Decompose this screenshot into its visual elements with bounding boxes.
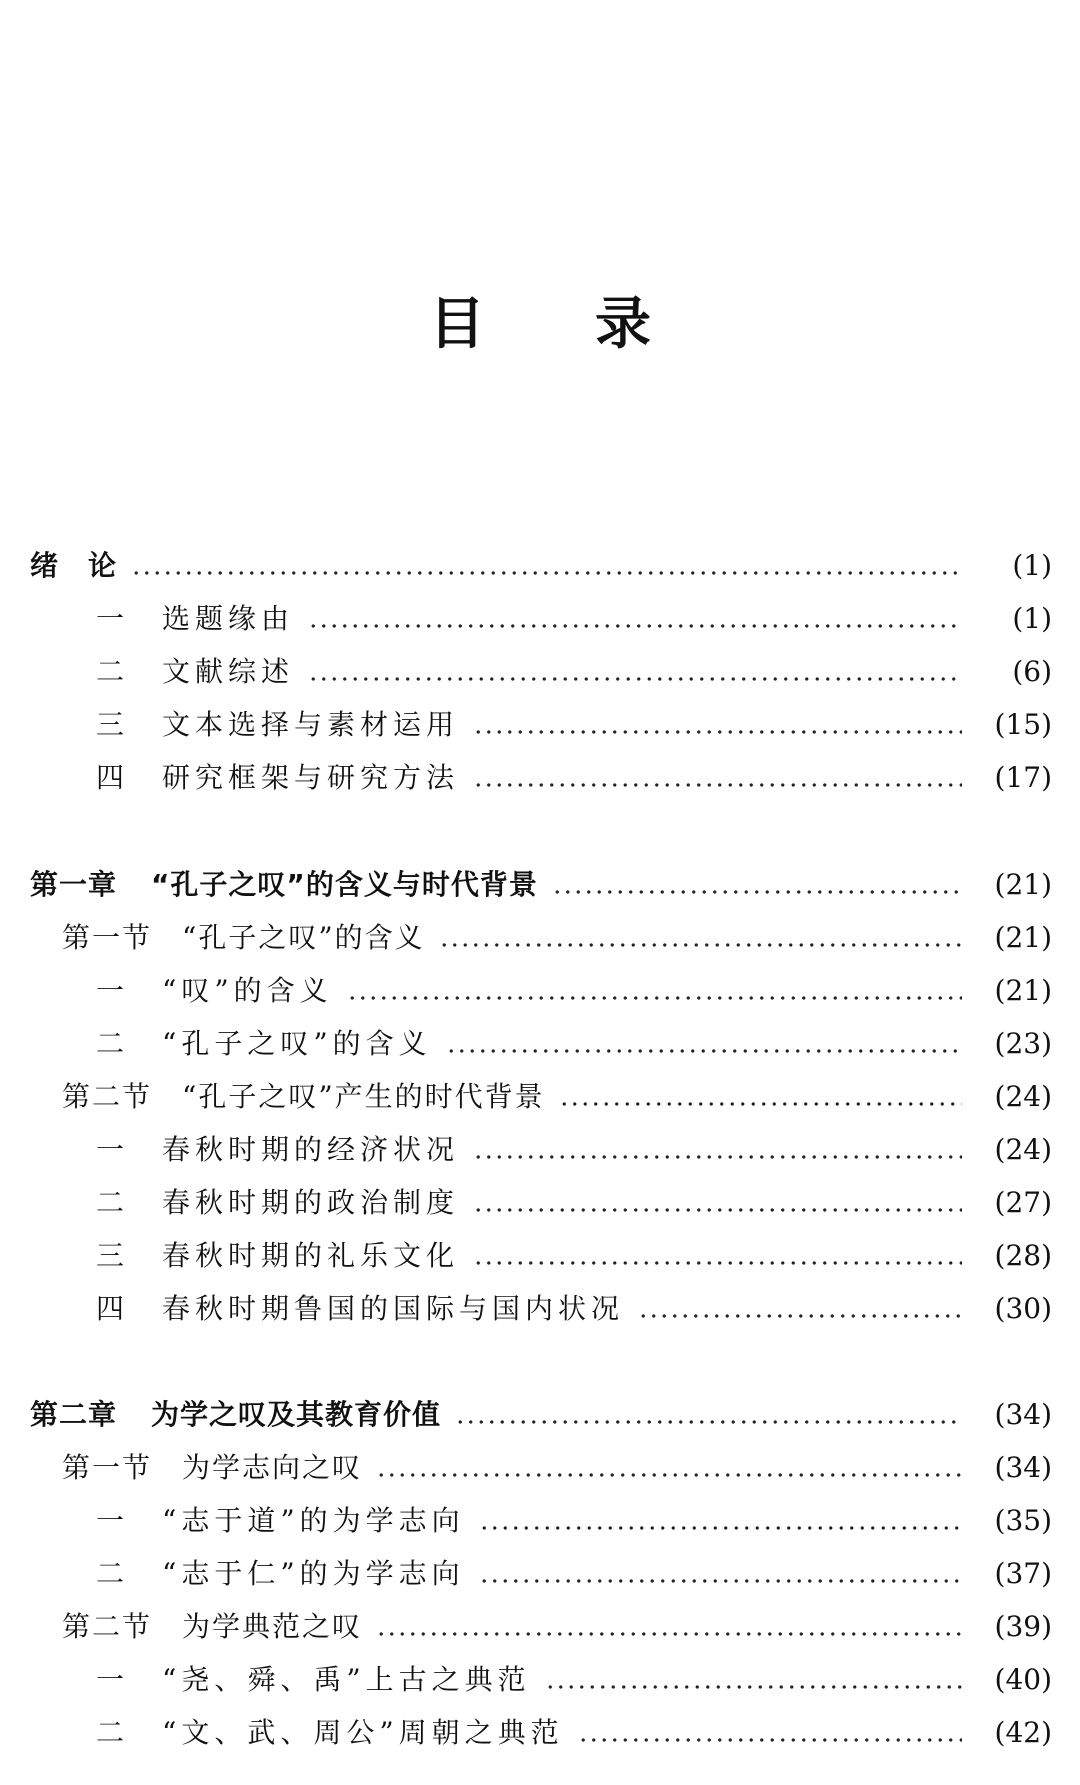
- toc-entry-title: “孔子之叹”的含义与时代背景: [151, 868, 538, 901]
- toc-item[interactable]: [0, 700, 1080, 750]
- toc-chapter[interactable]: [0, 860, 1080, 910]
- toc-entry-page: (6): [1012, 655, 1052, 688]
- toc-entry-page: (40): [994, 1663, 1052, 1696]
- toc-item[interactable]: [0, 1231, 1080, 1281]
- toc-section[interactable]: [0, 913, 1080, 963]
- toc-item[interactable]: [0, 1655, 1080, 1705]
- toc-entry-page: (42): [994, 1716, 1052, 1749]
- toc-entry-page: (35): [994, 1504, 1052, 1537]
- toc-entry-page: (15): [994, 708, 1052, 741]
- toc-entry-number: 二: [96, 1027, 130, 1060]
- toc-entry-number: 四: [96, 1292, 130, 1325]
- toc-entry-page: (21): [994, 974, 1052, 1007]
- toc-intro[interactable]: [0, 541, 1080, 591]
- toc-entry-title: “孔子之叹”的含义: [162, 1027, 432, 1060]
- dot-leader: [473, 1231, 962, 1281]
- toc-entry-title: 春秋时期的政治制度: [162, 1186, 460, 1219]
- toc-item[interactable]: [0, 1284, 1080, 1334]
- toc-entry-page: (23): [994, 1027, 1052, 1060]
- toc-entry-number: 一: [96, 1504, 130, 1537]
- toc-item[interactable]: [0, 1708, 1080, 1758]
- toc-entry-number: 第一节: [62, 921, 153, 954]
- toc-entry-page: (39): [994, 1610, 1052, 1643]
- toc-entry-number: 二: [96, 1557, 130, 1590]
- toc-entry-number: 第一章: [30, 868, 118, 901]
- toc-entry-number: 二: [96, 1186, 130, 1219]
- toc-entry-page: (27): [994, 1186, 1052, 1219]
- toc-entry-title: “尧、舜、禹”上古之典范: [162, 1663, 531, 1696]
- dot-leader: [473, 1125, 962, 1175]
- page-title-char-2: 录: [595, 292, 651, 357]
- toc-entry-title: 文本选择与素材运用: [162, 708, 460, 741]
- toc-entry-number: 第二节: [62, 1080, 153, 1113]
- toc-section[interactable]: [0, 1602, 1080, 1652]
- toc-entry-page: (24): [994, 1133, 1052, 1166]
- toc-entry-title: 选题缘由: [162, 602, 295, 635]
- toc-entry-number: 一: [96, 1663, 130, 1696]
- dot-leader: [347, 966, 962, 1016]
- toc-entry-title: “文、武、周公”周朝之典范: [162, 1716, 564, 1749]
- toc-entry-page: (30): [994, 1292, 1052, 1325]
- toc-entry-title: “孔子之叹”产生的时代背景: [182, 1080, 545, 1113]
- toc-item[interactable]: [0, 1019, 1080, 1069]
- toc-entry-number: 一: [96, 974, 130, 1007]
- dot-leader: [545, 1655, 962, 1705]
- dot-leader: [455, 1390, 962, 1440]
- toc-entry-title: 春秋时期鲁国的国际与国内状况: [162, 1292, 625, 1325]
- toc-item[interactable]: [0, 1125, 1080, 1175]
- dot-leader: [473, 753, 962, 803]
- toc-item[interactable]: [0, 1178, 1080, 1228]
- toc-entry-page: (21): [994, 868, 1052, 901]
- toc-entry-page: (34): [994, 1398, 1052, 1431]
- dot-leader: [638, 1284, 962, 1334]
- toc-entry-number: 一: [96, 1133, 130, 1166]
- toc-entry-title: “志于道”的为学志向: [162, 1504, 465, 1537]
- toc-entry-number: 三: [96, 1239, 130, 1272]
- toc-entry-page: (34): [994, 1451, 1052, 1484]
- toc-entry-title: 文献综述: [162, 655, 295, 688]
- toc-item[interactable]: [0, 1496, 1080, 1546]
- toc-entry-page: (28): [994, 1239, 1052, 1272]
- toc-entry-page: (1): [1012, 602, 1052, 635]
- page-title-char-1: 目: [429, 292, 485, 357]
- toc-entry-number: 二: [96, 1716, 130, 1749]
- toc-entry-title: “志于仁”的为学志向: [162, 1557, 465, 1590]
- toc-entry-number: 绪 论: [30, 549, 118, 582]
- toc-entry-number: 第二节: [62, 1610, 153, 1643]
- toc-entry-title: 研究框架与研究方法: [162, 761, 460, 794]
- dot-leader: [479, 1549, 962, 1599]
- toc-entry-title: “叹”的含义: [162, 974, 333, 1007]
- dot-leader: [308, 647, 962, 697]
- toc-entry-page: (24): [994, 1080, 1052, 1113]
- dot-leader: [376, 1443, 962, 1493]
- dot-leader: [131, 541, 962, 591]
- toc-section[interactable]: [0, 1443, 1080, 1493]
- toc-entry-title: 春秋时期的经济状况: [162, 1133, 460, 1166]
- toc-entry-page: (17): [994, 761, 1052, 794]
- toc-entry-page: (1): [1012, 549, 1052, 582]
- toc-entry-number: 四: [96, 761, 130, 794]
- toc-entry-title: 春秋时期的礼乐文化: [162, 1239, 460, 1272]
- toc-entry-page: (37): [994, 1557, 1052, 1590]
- toc-entry-title: 为学志向之叹: [182, 1451, 363, 1484]
- toc-entry-number: 一: [96, 602, 130, 635]
- toc-item[interactable]: [0, 594, 1080, 644]
- toc-section[interactable]: [0, 1072, 1080, 1122]
- page-title: [0, 290, 1080, 360]
- dot-leader: [578, 1708, 962, 1758]
- toc-entry-title: 为学之叹及其教育价值: [151, 1398, 442, 1431]
- toc-entry-number: 三: [96, 708, 130, 741]
- dot-leader: [559, 1072, 962, 1122]
- toc-entry-number: 二: [96, 655, 130, 688]
- toc-entry-number: 第一节: [62, 1451, 153, 1484]
- dot-leader: [439, 913, 962, 963]
- dot-leader: [473, 700, 962, 750]
- toc-entry-title: “孔子之叹”的含义: [182, 921, 425, 954]
- toc-entry-page: (21): [994, 921, 1052, 954]
- toc-item[interactable]: [0, 647, 1080, 697]
- dot-leader: [473, 1178, 962, 1228]
- toc-entry-number: 第二章: [30, 1398, 118, 1431]
- dot-leader: [308, 594, 962, 644]
- toc-item[interactable]: [0, 966, 1080, 1016]
- toc-item[interactable]: [0, 753, 1080, 803]
- dot-leader: [446, 1019, 962, 1069]
- dot-leader: [479, 1496, 962, 1546]
- toc-item[interactable]: [0, 1549, 1080, 1599]
- toc-entry-title: 为学典范之叹: [182, 1610, 363, 1643]
- dot-leader: [376, 1602, 962, 1652]
- toc-chapter[interactable]: [0, 1390, 1080, 1440]
- dot-leader: [552, 860, 962, 910]
